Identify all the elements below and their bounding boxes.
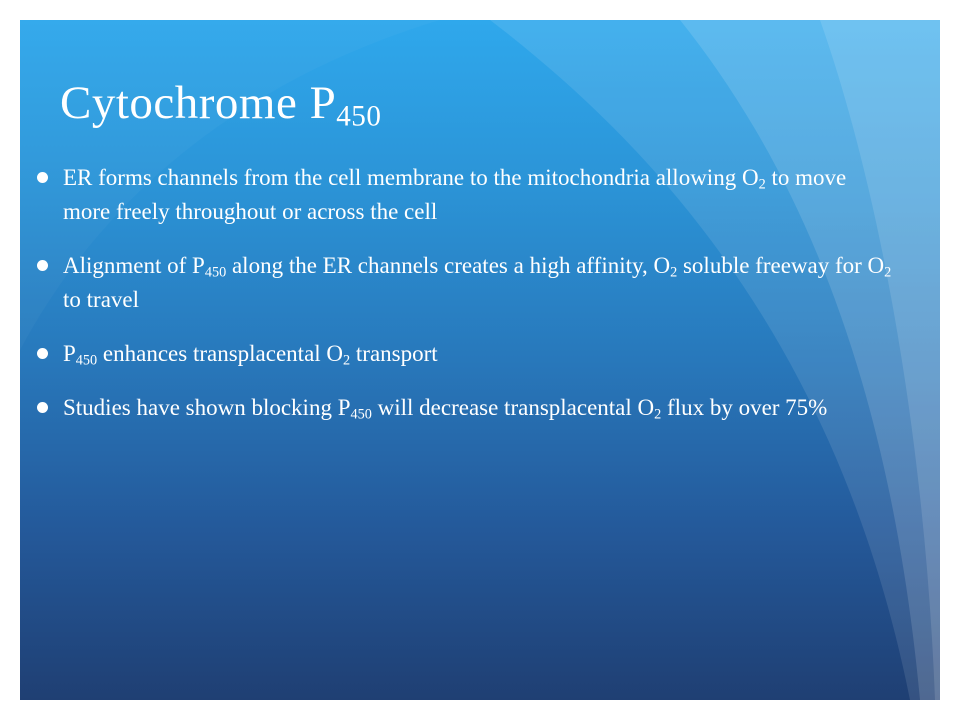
bullet-text-run: soluble freeway for O: [677, 253, 885, 278]
bullet-text: [63, 395, 828, 423]
bullet-text-run: along the ER channels creates a high affinity, O: [226, 253, 671, 278]
bullet-text: [63, 165, 846, 224]
slide: [20, 20, 940, 700]
slide-title: [60, 76, 382, 133]
bullet-text-run: P: [63, 341, 76, 366]
bullet-text-run: to travel: [63, 287, 139, 312]
bullet-dot-icon: [37, 402, 48, 413]
title-subscript: 450: [336, 100, 382, 133]
bullet-text-run: enhances transplacental O: [97, 341, 344, 366]
bullet-subscript: 450: [204, 264, 227, 281]
bullet-subscript: 2: [884, 264, 892, 281]
bullet-text-run: will decrease transplacental O: [371, 395, 655, 420]
bullet-text-run: flux by over 75%: [661, 395, 828, 420]
bullet-text: [63, 253, 891, 312]
bullet-subscript: 2: [758, 176, 766, 193]
bullet-text: [63, 341, 438, 369]
bullet-subscript: 2: [670, 264, 678, 281]
bullet-item: [37, 249, 897, 317]
title-main: Cytochrome P: [60, 77, 337, 129]
bullet-text-run: transport: [350, 341, 438, 366]
bullet-dot-icon: [37, 172, 48, 183]
bullet-subscript: 450: [75, 352, 98, 369]
bullet-item: [37, 391, 897, 425]
bullet-subscript: 2: [343, 352, 351, 369]
bullet-text-run: Studies have shown blocking P: [63, 395, 351, 420]
bullet-dot-icon: [37, 260, 48, 271]
bullet-list: [37, 161, 897, 445]
bullet-text-run: to move more freely throughout or across the cell: [63, 165, 847, 224]
bullet-text-run: ER forms channels from the cell membrane to the mitochondria allowing O: [63, 165, 759, 190]
bullet-subscript: 450: [350, 406, 372, 423]
bullet-subscript: 2: [654, 406, 662, 423]
bullet-item: [37, 337, 897, 371]
bullet-text-run: Alignment of P: [63, 253, 205, 278]
bullet-item: [37, 161, 897, 229]
bullet-dot-icon: [37, 348, 48, 359]
